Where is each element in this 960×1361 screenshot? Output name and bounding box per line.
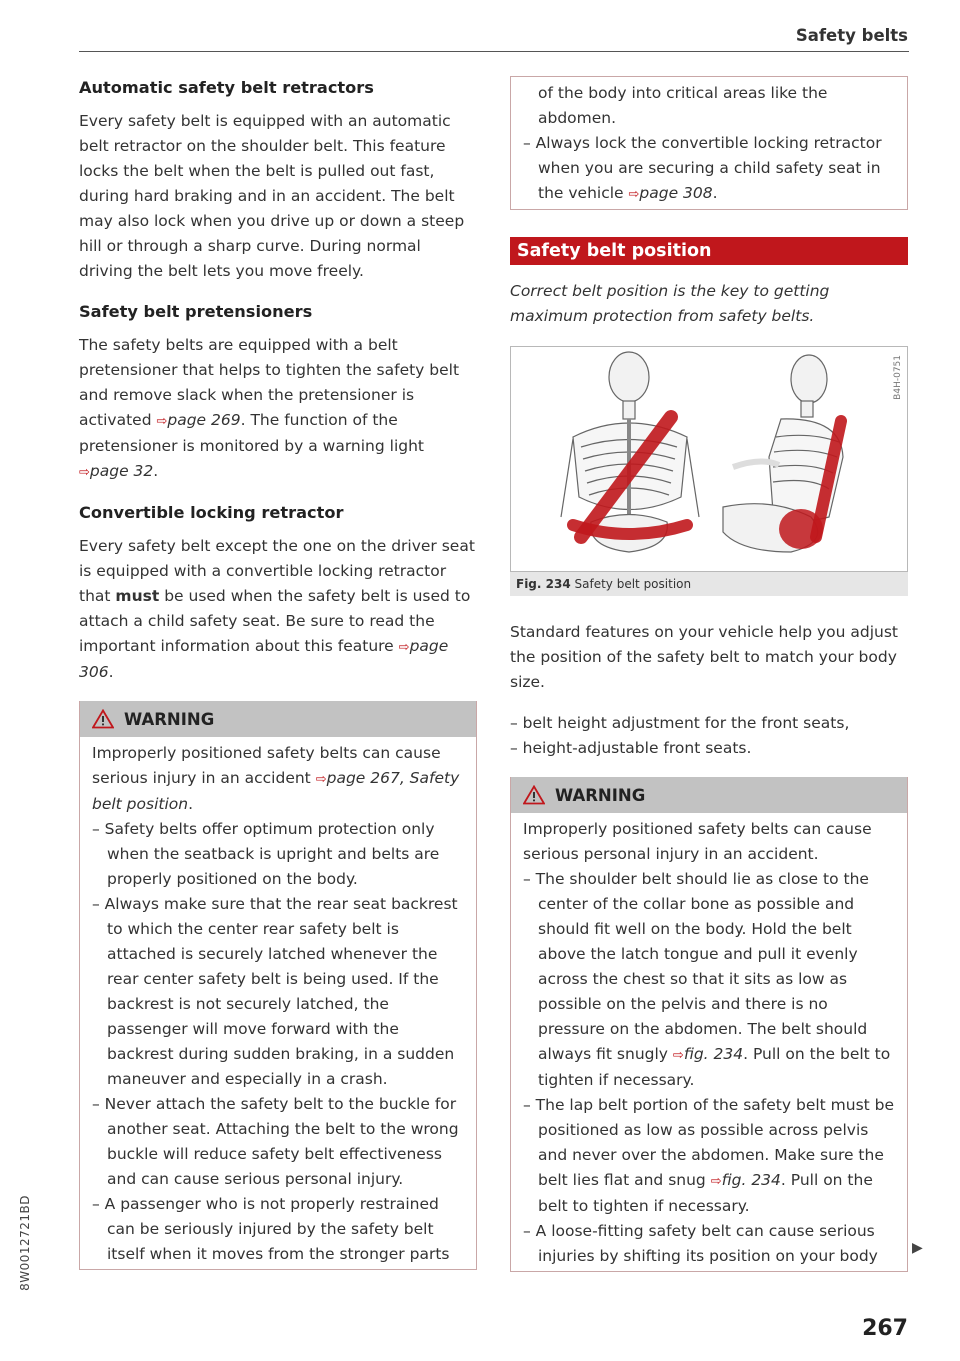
list-item: – belt height adjustment for the front seats,	[510, 714, 850, 732]
paragraph-standard-features: Standard features on your vehicle help you adjust the position of the safety belt to match your body size.	[510, 623, 899, 691]
warning-title: WARNING	[555, 785, 646, 805]
text-segment: be used when the safety belt is used to attach a child safety seat. Be sure to read the important information about this feature	[79, 587, 471, 655]
arrow-right-icon: ⇨	[628, 187, 640, 202]
page-number: 267	[862, 1316, 908, 1341]
text-segment: .	[712, 184, 718, 202]
text-segment: . Pull on the belt to tighten if necessary.	[538, 1045, 891, 1089]
warning-bullet: – A loose-fitting safety belt can cause serious injuries by shifting its position on your body	[523, 1222, 878, 1265]
xref-text: page 267, Safety belt position	[92, 769, 460, 813]
continues-arrow-icon: ▶	[912, 1240, 923, 1256]
xref-link[interactable]	[673, 1045, 743, 1063]
figure-belt-position	[510, 346, 908, 572]
belt-position-illustration	[511, 347, 907, 571]
figure-code: B4H-0751	[893, 355, 903, 400]
xref-text: page 32	[89, 462, 154, 480]
warning-header	[80, 701, 476, 737]
arrow-right-icon: ⇨	[672, 1048, 684, 1063]
warning-box-left	[79, 701, 477, 1270]
paragraph-retractors: Every safety belt is equipped with an automatic belt retractor on the shoulder belt. This feature locks the belt when the belt is pulled out fast, during hard braking and in an accident. The belt may also lock when you drive up or down a steep hill or through a sharp curve. During normal driving the belt lets you move freely.	[79, 112, 465, 280]
warning-bullet: – Safety belts offer optimum protection only when the seatback is upright and belts are properly positioned on the body.	[92, 820, 440, 888]
arrow-right-icon: ⇨	[315, 772, 327, 787]
left-column	[79, 76, 477, 1270]
figure-caption	[510, 572, 908, 596]
xref-text: page 308	[639, 184, 713, 202]
emphasis-text: must	[115, 587, 160, 605]
text-segment: The safety belts are equipped with a belt pretensioner that helps to tighten the safety belt and remove slack when the pretensioner is activated	[79, 336, 460, 429]
warning-bullet: – Always make sure that the rear seat backrest to which the center rear safety belt is attached is securely latched whenever the rear center safety belt is being used. If the backrest is not securely latched, the passenger will move forward with the backrest during sudden braking, in a sudden maneuver and especially in a crash.	[92, 895, 458, 1088]
warning-body	[80, 737, 476, 1269]
figure-caption-text: Safety belt position	[574, 577, 692, 591]
section-intro: Correct belt position is the key to getting maximum protection from safety belts.	[510, 282, 830, 325]
text-segment: .	[153, 462, 159, 480]
xref-link[interactable]	[629, 184, 713, 202]
warning-box-right	[510, 777, 908, 1272]
warning-title: WARNING	[124, 709, 215, 729]
xref-text: fig. 234	[721, 1171, 781, 1189]
xref-text: page 306	[79, 637, 449, 681]
warning-bullet: – A passenger who is not properly restrained can be seriously injured by the safety belt itself when it moves from the stronger parts	[92, 1195, 450, 1263]
text-segment: – The shoulder belt should lie as close to the center of the collar bone as possible and should fit well on the body. Hold the belt above the latch tongue and pull it evenly across the chest so that it sits as low as possible on the pelvis and there is no pressure on the abdomen. The belt should always fit snugly	[523, 870, 869, 1063]
header-rule	[79, 51, 909, 52]
xref-text: page 269	[167, 411, 241, 429]
section-title-retractors: Automatic safety belt retractors	[79, 78, 374, 97]
warning-bullet	[523, 867, 895, 1093]
warning-bullet	[523, 1093, 895, 1219]
warning-continuation-box	[510, 76, 908, 210]
section-heading-belt-position: Safety belt position	[510, 237, 908, 265]
text-segment: Improperly positioned safety belts can cause serious injury in an accident	[92, 744, 441, 787]
section-title-pretensioners: Safety belt pretensioners	[79, 302, 313, 321]
warning-bullet	[523, 131, 895, 207]
section-title-convertible: Convertible locking retractor	[79, 503, 344, 522]
figure-label: Fig. 234	[516, 577, 571, 591]
paragraph-convertible	[79, 534, 477, 685]
arrow-right-icon: ⇨	[398, 640, 410, 655]
xref-link[interactable]	[711, 1171, 781, 1189]
xref-text: fig. 234	[683, 1045, 744, 1063]
text-segment: Every safety belt except the one on the driver seat is equipped with a convertible locking retractor that	[79, 537, 475, 605]
warning-body	[511, 813, 907, 1271]
warning-intro	[92, 741, 464, 817]
warning-header	[511, 777, 907, 813]
continued-text: of the body into critical areas like the abdomen.	[538, 84, 828, 127]
arrow-right-icon: ⇨	[156, 414, 168, 429]
paragraph-pretensioners	[79, 333, 477, 485]
text-segment: . Pull on the belt to tighten if necessary.	[538, 1171, 873, 1215]
arrow-right-icon: ⇨	[710, 1174, 722, 1189]
warning-intro: Improperly positioned safety belts can cause serious personal injury in an accident.	[523, 820, 872, 863]
text-segment: . The function of the pretensioner is monitored by a warning light	[79, 411, 424, 455]
text-segment: .	[108, 663, 114, 681]
list-item: – height-adjustable front seats.	[510, 739, 752, 757]
side-lap-belt	[779, 509, 823, 549]
xref-link[interactable]	[79, 462, 153, 480]
text-segment: – The lap belt portion of the safety belt must be positioned as low as possible across pelvis and never over the abdomen. Make sure the belt lies flat and snug	[523, 1096, 895, 1189]
running-head: Safety belts	[795, 26, 908, 45]
arrow-right-icon: ⇨	[79, 465, 90, 480]
text-segment: – Always lock the convertible locking retractor when you are securing a child safety seat in the vehicle	[523, 134, 882, 202]
right-column	[510, 76, 908, 1272]
warning-bullet: – Never attach the safety belt to the buckle for another seat. Attaching the belt to the wrong buckle will reduce safety belt effectiveness and can cause serious personal injury.	[92, 1095, 459, 1188]
warning-triangle-icon	[523, 785, 545, 805]
xref-link[interactable]	[156, 411, 240, 429]
document-code: 8W0012721BD	[18, 1195, 32, 1291]
warning-triangle-icon	[92, 709, 114, 729]
text-segment: .	[188, 795, 194, 813]
